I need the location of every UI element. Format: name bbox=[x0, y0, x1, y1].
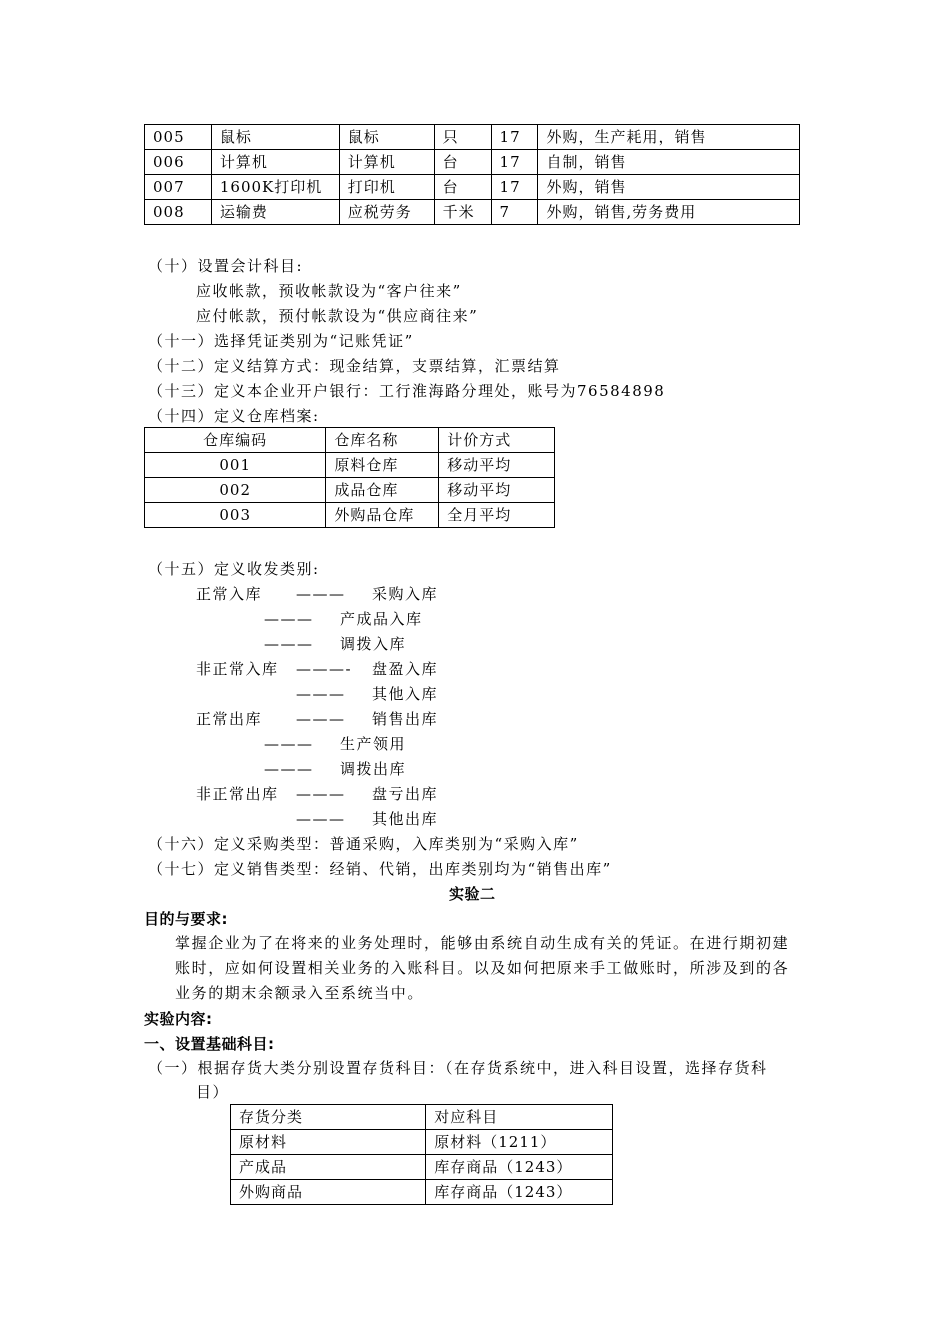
purpose-label: 目的与要求: bbox=[144, 910, 228, 928]
table-header-cell: 计价方式 bbox=[439, 428, 555, 453]
section10-line2: 应付帐款，预付帐款设为“供应商往来” bbox=[196, 307, 479, 325]
table-cell: 计算机 bbox=[339, 150, 434, 175]
experiment-title: 实验二 bbox=[449, 885, 496, 903]
category-group: 正常入库 bbox=[196, 585, 263, 603]
category-dash: ——— bbox=[296, 710, 346, 728]
table-cell: 成品仓库 bbox=[326, 478, 439, 503]
category-name: 盘亏出库 bbox=[372, 785, 439, 803]
table-row bbox=[145, 125, 800, 150]
category-dash: ——— bbox=[296, 585, 346, 603]
category-group: 非正常出库 bbox=[196, 785, 279, 803]
category-name: 生产领用 bbox=[340, 735, 407, 753]
table-cell: 全月平均 bbox=[439, 503, 555, 528]
category-name: 销售出库 bbox=[372, 710, 439, 728]
table-cell: 打印机 bbox=[339, 175, 434, 200]
category-dash: ———- bbox=[296, 660, 353, 678]
table-cell: 17 bbox=[491, 150, 538, 175]
category-dash: ——— bbox=[264, 635, 314, 653]
table-cell: 运输费 bbox=[211, 200, 339, 225]
category-dash: ——— bbox=[264, 760, 314, 778]
table-cell: 鼠标 bbox=[339, 125, 434, 150]
category-name: 调拨出库 bbox=[340, 760, 407, 778]
table-cell: 17 bbox=[491, 125, 538, 150]
category-name: 其他出库 bbox=[372, 810, 439, 828]
table-row bbox=[231, 1155, 613, 1180]
section14: （十四）定义仓库档案: bbox=[148, 407, 320, 425]
table-header-cell: 存货分类 bbox=[231, 1105, 426, 1130]
table-cell: 007 bbox=[145, 175, 212, 200]
item1-line2: 目） bbox=[196, 1083, 230, 1101]
category-name: 调拨入库 bbox=[340, 635, 407, 653]
table-cell: 原材料（1211） bbox=[426, 1130, 613, 1155]
table-cell: 台 bbox=[434, 175, 491, 200]
table-row bbox=[231, 1180, 613, 1205]
table-row bbox=[145, 478, 555, 503]
table-cell: 库存商品（1243） bbox=[426, 1180, 613, 1205]
table-cell: 台 bbox=[434, 150, 491, 175]
warehouse-table bbox=[144, 427, 555, 528]
table-cell: 外购商品 bbox=[231, 1180, 426, 1205]
table-cell: 移动平均 bbox=[439, 478, 555, 503]
section13: （十三）定义本企业开户银行：工行淮海路分理处，账号为76584898 bbox=[148, 382, 666, 400]
table-row bbox=[231, 1130, 613, 1155]
category-dash: ——— bbox=[296, 810, 346, 828]
table-row bbox=[145, 175, 800, 200]
table-cell: 原料仓库 bbox=[326, 453, 439, 478]
table-cell: 产成品 bbox=[231, 1155, 426, 1180]
table-cell: 006 bbox=[145, 150, 212, 175]
subject-heading: 一、设置基础科目: bbox=[144, 1035, 275, 1053]
inventory-table bbox=[230, 1104, 613, 1205]
table-header-cell: 仓库名称 bbox=[326, 428, 439, 453]
category-name: 产成品入库 bbox=[340, 610, 423, 628]
table-cell: 008 bbox=[145, 200, 212, 225]
table-cell: 移动平均 bbox=[439, 453, 555, 478]
table-cell: 鼠标 bbox=[211, 125, 339, 150]
category-dash: ——— bbox=[296, 785, 346, 803]
item1-line1: （一）根据存货大类分别设置存货科目：（在存货系统中，进入科目设置，选择存货科 bbox=[148, 1059, 768, 1077]
table-cell: 1600K打印机 bbox=[211, 175, 339, 200]
table-cell: 17 bbox=[491, 175, 538, 200]
section11: （十一）选择凭证类别为“记账凭证” bbox=[148, 332, 414, 350]
table-header-row bbox=[145, 428, 555, 453]
table-cell: 002 bbox=[145, 478, 326, 503]
section10-title: （十）设置会计科目: bbox=[148, 257, 304, 275]
table-header-row bbox=[231, 1105, 613, 1130]
category-name: 盘盈入库 bbox=[372, 660, 439, 678]
category-group: 正常出库 bbox=[196, 710, 263, 728]
table-cell: 外购品仓库 bbox=[326, 503, 439, 528]
table-cell: 7 bbox=[491, 200, 538, 225]
table-cell: 应税劳务 bbox=[339, 200, 434, 225]
table-header-cell: 仓库编码 bbox=[145, 428, 326, 453]
table-cell: 001 bbox=[145, 453, 326, 478]
section15-title: （十五）定义收发类别: bbox=[148, 560, 320, 578]
table-cell: 外购，销售,劳务费用 bbox=[538, 200, 800, 225]
table-cell: 只 bbox=[434, 125, 491, 150]
table-row bbox=[145, 200, 800, 225]
table-cell: 外购，销售 bbox=[538, 175, 800, 200]
category-dash: ——— bbox=[296, 685, 346, 703]
section17: （十七）定义销售类型：经销、代销，出库类别均为“销售出库” bbox=[148, 860, 612, 878]
category-name: 采购入库 bbox=[372, 585, 439, 603]
table-cell: 自制，销售 bbox=[538, 150, 800, 175]
table-cell: 千米 bbox=[434, 200, 491, 225]
table-header-cell: 对应科目 bbox=[426, 1105, 613, 1130]
category-dash: ——— bbox=[264, 610, 314, 628]
category-name: 其他入库 bbox=[372, 685, 439, 703]
table-cell: 库存商品（1243） bbox=[426, 1155, 613, 1180]
section16: （十六）定义采购类型：普通采购，入库类别为“采购入库” bbox=[148, 835, 579, 853]
table-cell: 003 bbox=[145, 503, 326, 528]
goods-table bbox=[144, 124, 800, 225]
section12: （十二）定义结算方式：现金结算，支票结算，汇票结算 bbox=[148, 357, 561, 375]
table-row bbox=[145, 453, 555, 478]
section10-line1: 应收帐款，预收帐款设为“客户往来” bbox=[196, 282, 462, 300]
purpose-text: 掌握企业为了在将来的业务处理时，能够由系统自动生成有关的凭证。在进行期初建账时，应如何设置相关业务的入账科目。以及如何把原来手工做账时，所涉及到的各业务的期末余额录入至系统当中。 bbox=[175, 934, 790, 1002]
table-cell: 外购，生产耗用，销售 bbox=[538, 125, 800, 150]
category-group: 非正常入库 bbox=[196, 660, 279, 678]
table-row bbox=[145, 150, 800, 175]
table-row bbox=[145, 503, 555, 528]
content-label: 实验内容: bbox=[144, 1010, 213, 1028]
table-cell: 005 bbox=[145, 125, 212, 150]
table-cell: 原材料 bbox=[231, 1130, 426, 1155]
category-dash: ——— bbox=[264, 735, 314, 753]
table-cell: 计算机 bbox=[211, 150, 339, 175]
